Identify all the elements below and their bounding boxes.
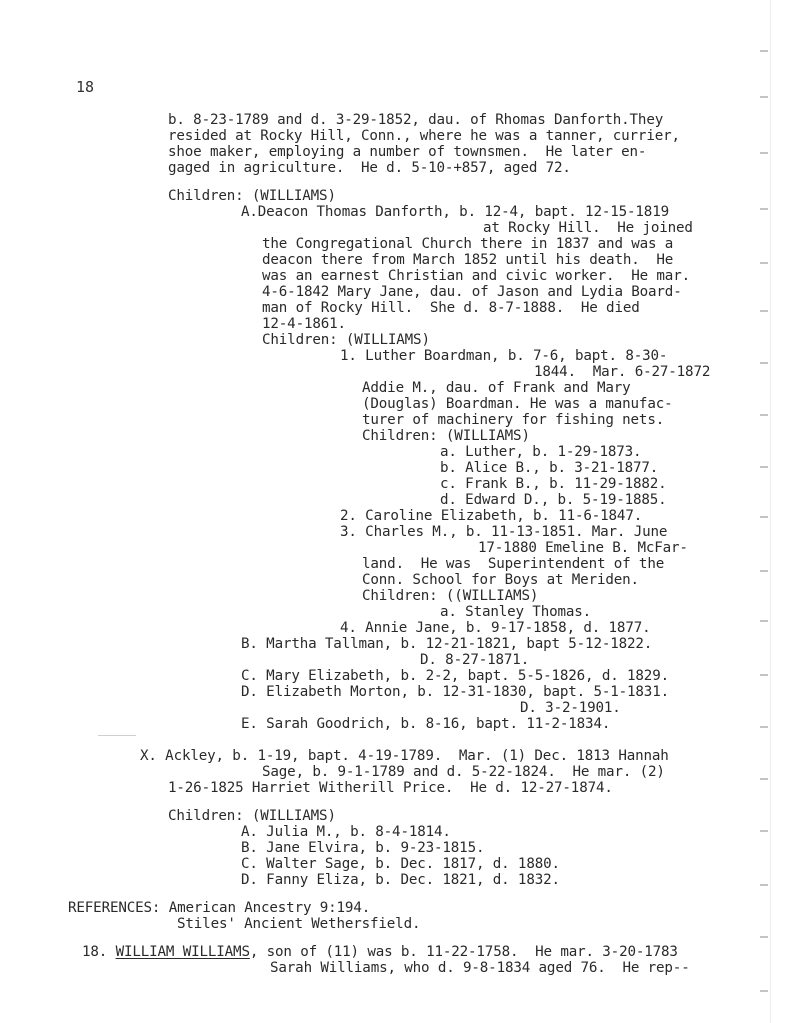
edge-mark [760,96,768,98]
text-line: a. Luther, b. 1-29-1873. [440,444,642,460]
text-line: Conn. School for Boys at Meriden. [362,572,639,588]
edge-mark [760,362,768,364]
text-line: 12-4-1861. [262,316,346,332]
faint-mark [98,735,136,736]
text-line: (Douglas) Boardman. He was a manufac- [362,396,673,412]
text-line: Sage, b. 9-1-1789 and d. 5-22-1824. He mar. (2) [262,764,665,780]
text-line: shoe maker, employing a number of townsmen. He later en- [168,144,647,160]
text-line: 1-26-1825 Harriet Witherill Price. He d. 12-27-1874. [168,780,613,796]
text-line: b. Alice B., b. 3-21-1877. [440,460,659,476]
text-line: 1. Luther Boardman, b. 7-6, bapt. 8-30- [340,348,668,364]
text-line: Addie M., dau. of Frank and Mary [362,380,631,396]
edge-mark [760,990,768,992]
entry-text: , son of (11) was b. 11-22-1758. He mar. 3-20-1783 [249,944,678,960]
edge-mark [760,884,768,886]
entry-number: 18. [82,944,116,960]
text-line: 17-1880 Emeline B. McFar- [478,540,688,556]
children-heading: Children: ((WILLIAMS) [362,588,539,604]
text-line: c. Frank B., b. 11-29-1882. [440,476,667,492]
edge-mark [760,152,768,154]
edge-mark [760,726,768,728]
text-line: C. Mary Elizabeth, b. 2-2, bapt. 5-5-1826, d. 1829. [241,668,669,684]
references-line: REFERENCES: American Ancestry 9:194. [68,900,371,916]
entry-heading [82,944,678,960]
text-line: A.Deacon Thomas Danforth, b. 12-4, bapt. 12-15-1819 [241,204,669,220]
page-edge [770,0,771,1023]
references-line: Stiles' Ancient Wethersfield. [177,916,421,932]
text-line: Sarah Williams, who d. 9-8-1834 aged 76. He rep-- [270,960,690,976]
children-heading: Children: (WILLIAMS) [168,808,336,824]
text-line: resided at Rocky Hill, Conn., where he was a tanner, currier, [168,128,680,144]
edge-mark [760,936,768,938]
text-line: E. Sarah Goodrich, b. 8-16, bapt. 11-2-1834. [241,716,611,732]
text-line: the Congregational Church there in 1837 and was a [262,236,674,252]
text-line: deacon there from March 1852 until his death. He [262,252,674,268]
edge-mark [760,310,768,312]
children-heading: Children: (WILLIAMS) [362,428,530,444]
edge-mark [760,50,768,52]
edge-mark [760,208,768,210]
edge-mark [760,778,768,780]
text-line: b. 8-23-1789 and d. 3-29-1852, dau. of Rhomas Danforth.They [168,112,664,128]
edge-mark [760,674,768,676]
text-line: man of Rocky Hill. She d. 8-7-1888. He died [262,300,640,316]
text-line: 4. Annie Jane, b. 9-17-1858, d. 1877. [340,620,651,636]
text-line: X. Ackley, b. 1-19, bapt. 4-19-1789. Mar. (1) Dec. 1813 Hannah [140,748,669,764]
text-line: B. Martha Tallman, b. 12-21-1821, bapt 5-12-1822. [241,636,653,652]
text-line: gaged in agriculture. He d. 5-10-+857, aged 72. [168,160,571,176]
text-line: 2. Caroline Elizabeth, b. 11-6-1847. [340,508,643,524]
children-heading: Children: (WILLIAMS) [262,332,430,348]
text-line: D. 8-27-1871. [420,652,530,668]
edge-mark [760,830,768,832]
edge-mark [760,620,768,622]
page-number: 18 [76,78,95,96]
edge-mark [760,516,768,518]
text-line: 1844. Mar. 6-27-1872 [534,364,711,380]
text-line: was an earnest Christian and civic worker. He mar. [262,268,690,284]
edge-mark [760,570,768,572]
text-line: turer of machinery for fishing nets. [362,412,665,428]
text-line: at Rocky Hill. He joined [483,220,693,236]
text-line: a. Stanley Thomas. [440,604,592,620]
text-line: D. Fanny Eliza, b. Dec. 1821, d. 1832. [241,872,560,888]
edge-mark [760,466,768,468]
text-line: A. Julia M., b. 8-4-1814. [241,824,451,840]
text-line: D. 3-2-1901. [520,700,621,716]
edge-mark [760,262,768,264]
text-line: 3. Charles M., b. 11-13-1851. Mar. June [340,524,668,540]
text-line: land. He was Superintendent of the [362,556,665,572]
children-heading: Children: (WILLIAMS) [168,188,336,204]
text-line: d. Edward D., b. 5-19-1885. [440,492,667,508]
edge-mark [760,414,768,416]
text-line: C. Walter Sage, b. Dec. 1817, d. 1880. [241,856,560,872]
entry-name: WILLIAM WILLIAMS [115,944,250,960]
text-line: 4-6-1842 Mary Jane, dau. of Jason and Lydia Board- [262,284,682,300]
text-line: B. Jane Elvira, b. 9-23-1815. [241,840,485,856]
text-line: D. Elizabeth Morton, b. 12-31-1830, bapt. 5-1-1831. [241,684,669,700]
